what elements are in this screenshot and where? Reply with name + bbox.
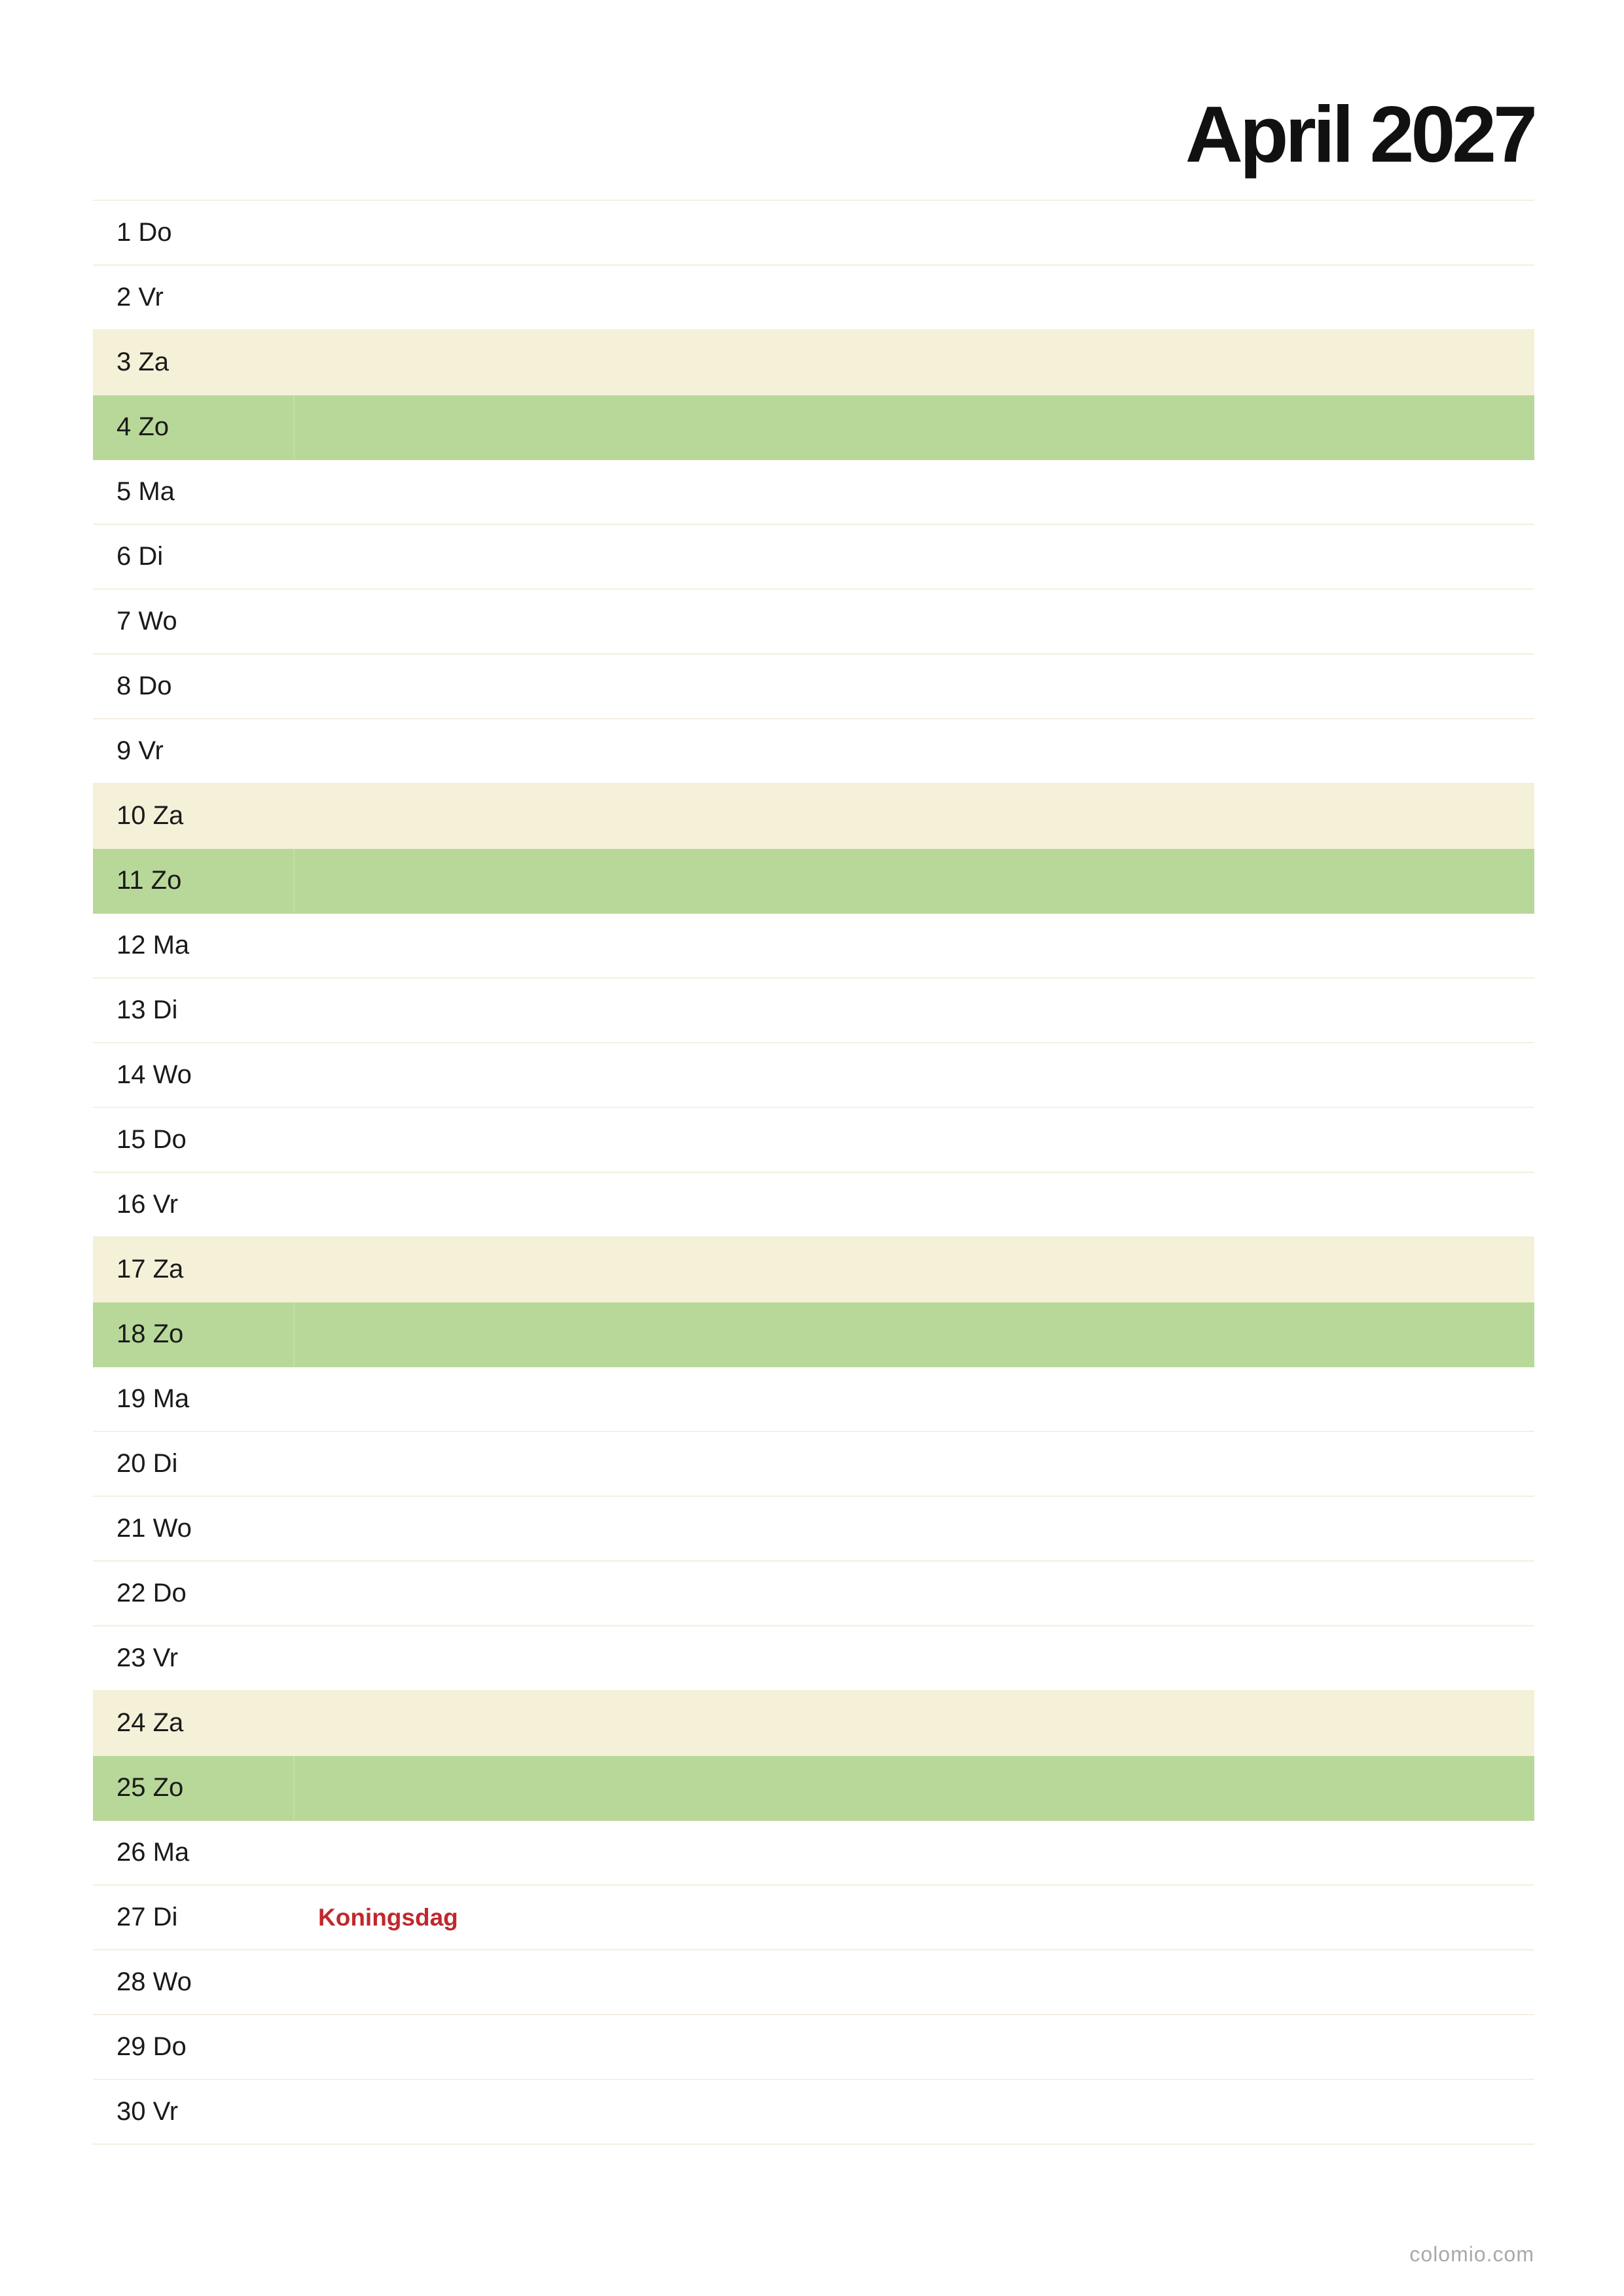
day-label-cell (93, 914, 295, 977)
day-label-cell (93, 201, 295, 264)
day-notes-cell (295, 1626, 1534, 1690)
day-row (93, 331, 1534, 395)
day-notes-cell (295, 1432, 1534, 1496)
day-label: 12 Ma (117, 931, 190, 960)
day-row (93, 1886, 1534, 1950)
day-notes-cell (295, 1691, 1534, 1755)
day-notes-cell (295, 655, 1534, 718)
day-label-cell (93, 1302, 295, 1366)
day-row (93, 266, 1534, 331)
day-label: 2 Vr (117, 283, 164, 312)
day-notes-cell (295, 784, 1534, 848)
day-notes-cell (295, 395, 1534, 459)
day-notes-cell (295, 331, 1534, 394)
day-label: 15 Do (117, 1125, 187, 1154)
day-label-cell (93, 2080, 295, 2144)
day-label-cell (93, 978, 295, 1042)
day-row (93, 2080, 1534, 2145)
day-notes-cell (295, 1367, 1534, 1431)
day-row (93, 590, 1534, 655)
day-notes-cell (295, 525, 1534, 588)
day-label-cell (93, 1821, 295, 1884)
day-row (93, 1367, 1534, 1432)
day-notes-cell (295, 2015, 1534, 2079)
day-label-cell (93, 1562, 295, 1625)
day-notes-cell (295, 266, 1534, 329)
day-notes-cell (295, 914, 1534, 977)
holiday-label: Koningsdag (318, 1903, 458, 1931)
day-label: 28 Wo (117, 1967, 192, 1996)
day-label-cell (93, 1108, 295, 1172)
day-row (93, 460, 1534, 525)
day-label: 5 Ma (117, 477, 175, 506)
day-label: 14 Wo (117, 1060, 192, 1089)
day-row (93, 1626, 1534, 1691)
day-label-cell (93, 331, 295, 394)
day-label-cell (93, 2015, 295, 2079)
day-notes-cell (295, 590, 1534, 653)
day-label: 9 Vr (117, 736, 164, 765)
day-label: 3 Za (117, 348, 170, 376)
day-row (93, 1432, 1534, 1497)
day-row (93, 201, 1534, 266)
day-label: 23 Vr (117, 1643, 179, 1672)
day-row (93, 784, 1534, 849)
day-row (93, 1756, 1534, 1821)
day-label-cell (93, 395, 295, 459)
day-row (93, 1238, 1534, 1302)
day-label: 19 Ma (117, 1384, 190, 1413)
day-label-cell (93, 719, 295, 783)
day-label: 1 Do (117, 218, 172, 247)
day-label: 6 Di (117, 542, 164, 571)
day-row (93, 719, 1534, 784)
day-label-cell (93, 590, 295, 653)
day-notes-cell (295, 1562, 1534, 1625)
day-notes-cell (295, 1173, 1534, 1236)
day-notes-cell (295, 1302, 1534, 1366)
day-label-cell (93, 1691, 295, 1755)
day-notes-cell (295, 1821, 1534, 1884)
day-row (93, 1562, 1534, 1626)
day-label: 11 Zo (117, 866, 182, 895)
day-label: 13 Di (117, 996, 178, 1024)
day-notes-cell (295, 849, 1534, 912)
day-row (93, 1043, 1534, 1108)
footer-credit: colomio.com (1409, 2242, 1534, 2266)
day-row (93, 1302, 1534, 1367)
day-row (93, 1950, 1534, 2015)
day-row (93, 914, 1534, 978)
day-notes-cell (295, 201, 1534, 264)
day-notes-cell (295, 1886, 1534, 1949)
day-row (93, 1497, 1534, 1562)
day-label: 26 Ma (117, 1838, 190, 1867)
day-row (93, 849, 1534, 914)
day-list (93, 200, 1534, 2145)
day-label: 4 Zo (117, 412, 170, 441)
day-label-cell (93, 1886, 295, 1949)
day-notes-cell (295, 2080, 1534, 2144)
day-notes-cell (295, 719, 1534, 783)
day-label-cell (93, 1626, 295, 1690)
day-label: 10 Za (117, 801, 184, 830)
day-row (93, 655, 1534, 719)
day-notes-cell (295, 1497, 1534, 1560)
day-label-cell (93, 784, 295, 848)
day-label: 24 Za (117, 1708, 184, 1737)
day-label-cell (93, 1497, 295, 1560)
day-label: 7 Wo (117, 607, 177, 636)
day-label: 20 Di (117, 1449, 178, 1478)
day-row (93, 2015, 1534, 2080)
page-title: April 2027 (1185, 90, 1534, 179)
day-row (93, 395, 1534, 460)
day-row (93, 1108, 1534, 1173)
day-label: 27 Di (117, 1903, 178, 1931)
day-row (93, 978, 1534, 1043)
day-label-cell (93, 1756, 295, 1820)
day-label: 30 Vr (117, 2097, 179, 2126)
day-notes-cell (295, 1043, 1534, 1107)
day-row (93, 1821, 1534, 1886)
day-label: 22 Do (117, 1579, 187, 1607)
day-row (93, 1173, 1534, 1238)
day-label: 17 Za (117, 1255, 184, 1283)
day-label-cell (93, 1173, 295, 1236)
day-label: 25 Zo (117, 1773, 184, 1802)
day-label-cell (93, 266, 295, 329)
day-notes-cell (295, 460, 1534, 524)
day-row (93, 525, 1534, 590)
day-notes-cell (295, 978, 1534, 1042)
day-row (93, 1691, 1534, 1756)
day-label: 16 Vr (117, 1190, 179, 1219)
day-label-cell (93, 1950, 295, 2014)
day-label-cell (93, 1238, 295, 1301)
day-label-cell (93, 655, 295, 718)
day-label-cell (93, 1367, 295, 1431)
day-label-cell (93, 1432, 295, 1496)
day-notes-cell (295, 1756, 1534, 1820)
day-label: 21 Wo (117, 1514, 192, 1543)
day-notes-cell (295, 1108, 1534, 1172)
day-label-cell (93, 525, 295, 588)
day-notes-cell (295, 1238, 1534, 1301)
day-label: 29 Do (117, 2032, 187, 2061)
day-label-cell (93, 1043, 295, 1107)
day-label: 18 Zo (117, 1319, 184, 1348)
day-notes-cell (295, 1950, 1534, 2014)
day-label-cell (93, 849, 295, 912)
day-label: 8 Do (117, 672, 172, 700)
day-label-cell (93, 460, 295, 524)
